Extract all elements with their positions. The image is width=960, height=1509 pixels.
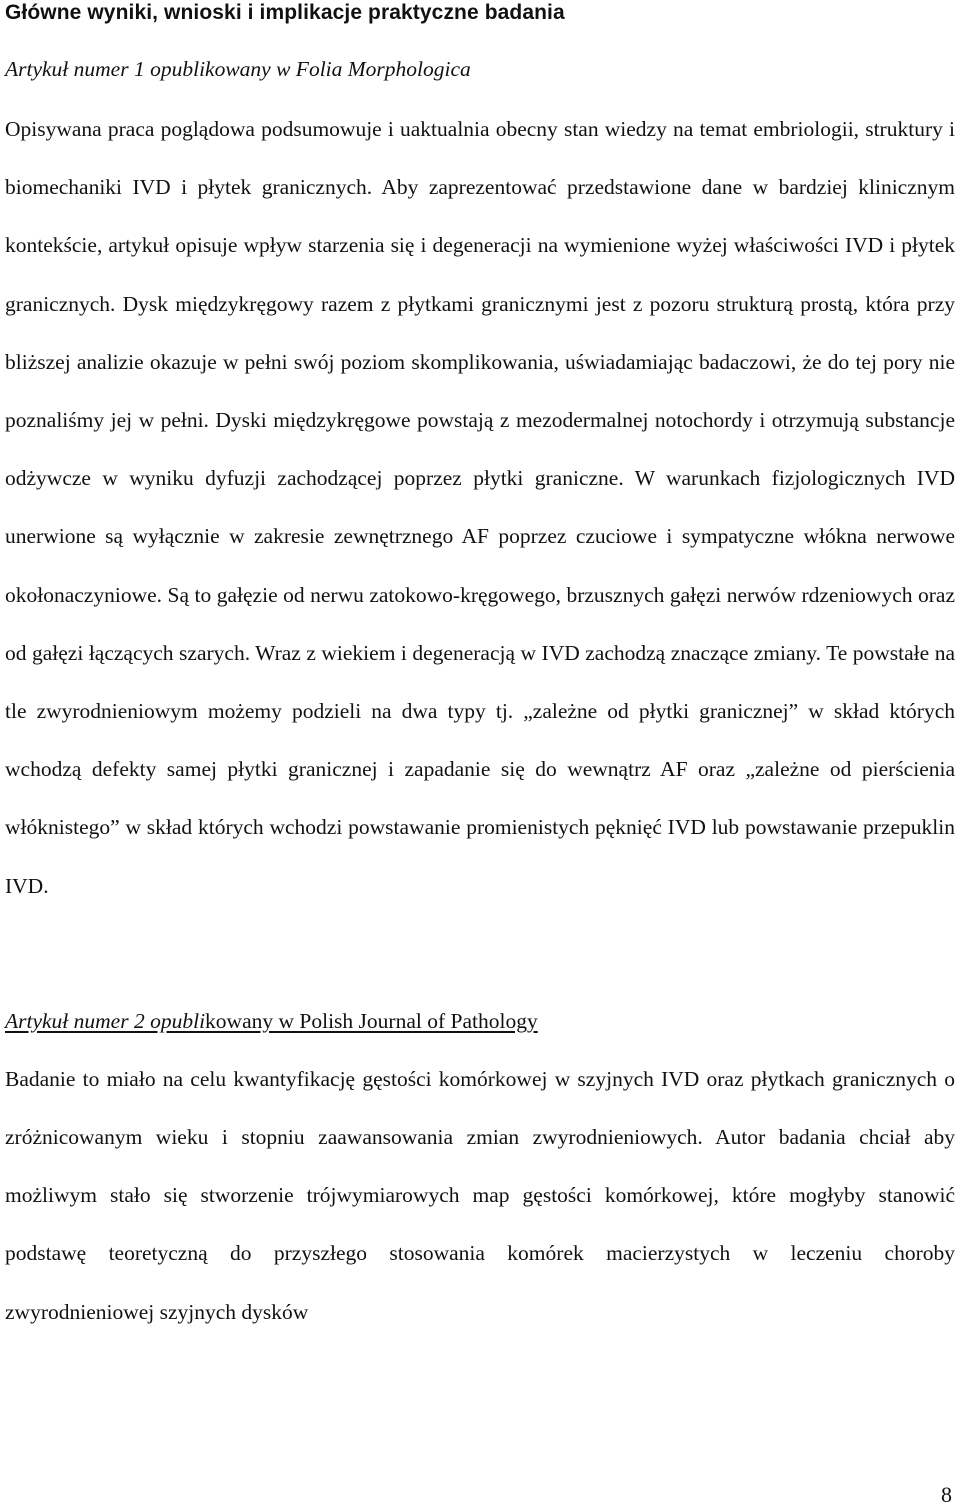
article-2-title [5, 1007, 955, 1035]
section-heading: Główne wyniki, wnioski i implikacje praktyczne badania [5, 1, 565, 24]
document-page [5, 0, 955, 1341]
article-1-body: Opisywana praca poglądowa podsumowuje i uaktualnia obecny stan wiedzy na temat embriologii, struktury i biomechaniki IVD i płytek granicznych. Aby zaprezentować przedstawione dane w bardziej klinicznym kontekście, artykuł opisuje wpływ starzenia się i degeneracji na wymienione wyżej właściwości IVD i płytek granicznych. Dysk międzykręgowy razem z płytkami granicznymi jest z pozoru strukturą prostą, która przy bliższej analizie okazuje w pełni swój poziom skomplikowania, uświadamiając badaczowi, że do tej pory nie poznaliśmy jej w pełni. Dyski międzykręgowe powstają z mezodermalnej notochordy i otrzymują substancje odżywcze w wyniku dyfuzji zachodzącej poprzez płytki graniczne. W warunkach fizjologicznych IVD unerwione są wyłącznie w zakresie zewnętrznego AF poprzez czuciowe i sympatyczne włókna nerwowe okołonaczyniowe. Są to gałęzie od nerwu zatokowo-kręgowego, brzusznych gałęzi nerwów rdzeniowych oraz od gałęzi łączących szarych. Wraz z wiekiem i degeneracją w IVD zachodzą znaczące zmiany. Te powstałe na tle zwyrodnieniowym możemy podzieli na dwa typy tj. „zależne od płytki granicznej” w skład których wchodzą defekty samej płytki granicznej i zapadanie się do wewnątrz AF oraz „zależne od pierścienia włóknistego” w skład których wchodzi powstawanie promienistych pęknięć IVD lub powstawanie przepuklin IVD. [5, 117, 955, 898]
article-2-title-rest: kowany w Polish Journal of Pathology [205, 1008, 538, 1033]
article-2-title-italic: Artykuł numer 2 opubli [5, 1008, 206, 1033]
article-1-title: Artykuł numer 1 opublikowany w Folia Morphologica [5, 57, 471, 81]
page-number: 8 [941, 1482, 952, 1507]
article-2-body: Badanie to miało na celu kwantyfikację gęstości komórkowej w szyjnych IVD oraz płytkach granicznych o zróżnicowanym wieku i stopniu zaawansowania zmian zwyrodnieniowych. Autor badania chciał aby możliwym stało się stworzenie trójwymiarowych map gęstości komórkowej, które mogłyby stanowić podstawę teoretyczną do przyszłego stosowania komórek macierzystych w leczeniu choroby zwyrodnieniowej szyjnych dysków [5, 1066, 955, 1324]
